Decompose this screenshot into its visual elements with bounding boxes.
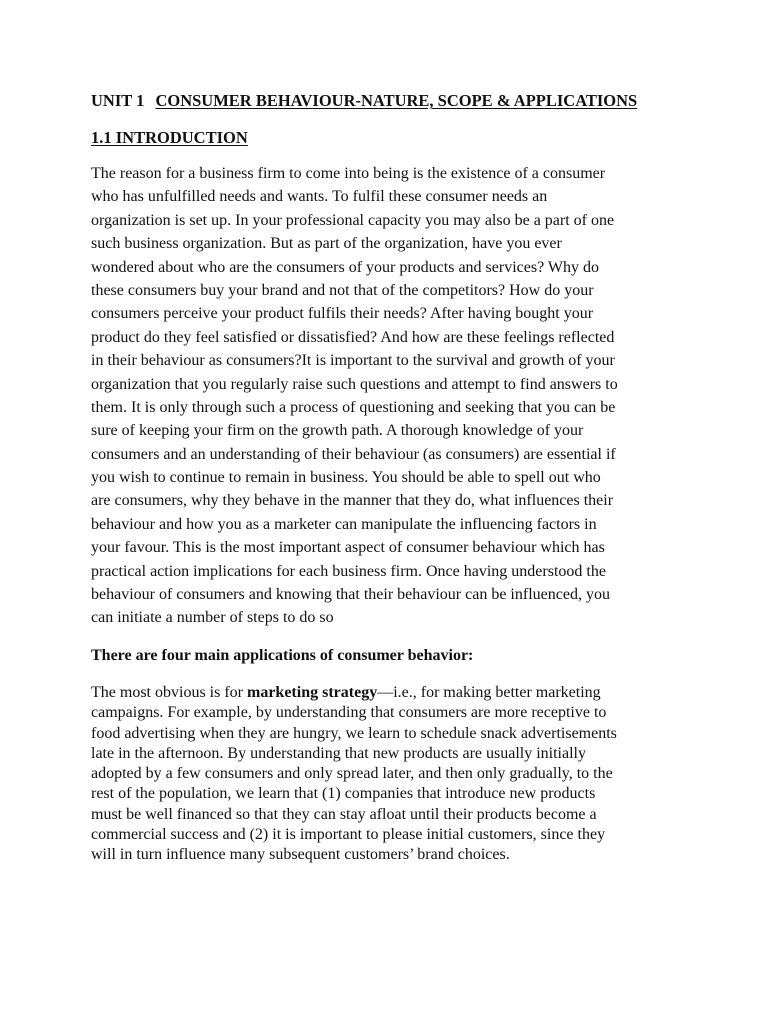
paragraph-line: who has unfulfilled needs and wants. To fulfil these consumer needs an	[91, 188, 548, 206]
paragraph-line: can initiate a number of steps to do so	[91, 609, 334, 627]
paragraph-line: campaigns. For example, by understanding that consumers are more receptive to	[91, 704, 607, 722]
paragraph-line: you wish to continue to remain in business. You should be able to spell out who	[91, 469, 601, 487]
paragraph-line: are consumers, why they behave in the manner that they do, what influences their	[91, 492, 614, 510]
paragraph-line: product do they feel satisfied or dissatisfied? And how are these feelings reflected	[91, 328, 615, 346]
unit-heading	[91, 90, 637, 112]
paragraph-line: consumers and an understanding of their behaviour (as consumers) are essential if	[91, 445, 616, 463]
line-text: —i.e., for making better marketing	[377, 684, 601, 701]
applications-heading: There are four main applications of consumer behavior:	[91, 647, 474, 664]
paragraph-line: food advertising when they are hungry, we learn to schedule snack advertisements	[91, 724, 617, 742]
paragraph-line: adopted by a few consumers and only spread later, and then only gradually, to the	[91, 765, 613, 783]
paragraph-line: rest of the population, we learn that (1) companies that introduce new products	[91, 785, 596, 803]
paragraph-line: them. It is only through such a process of questioning and seeking that you can be	[91, 398, 616, 416]
paragraph-line: late in the afternoon. By understanding that new products are usually initially	[91, 744, 586, 762]
paragraph-line: consumers perceive your product fulfils their needs? After having bought your	[91, 305, 594, 323]
unit-title: CONSUMER BEHAVIOUR-NATURE, SCOPE & APPLICATIONS	[155, 91, 638, 110]
paragraph-line: wondered about who are the consumers of your products and services? Why do	[91, 258, 599, 276]
paragraph-line: practical action implications for each business firm. Once having understood the	[91, 562, 606, 580]
paragraph-line: in their behaviour as consumers?It is important to the survival and growth of your	[91, 352, 615, 370]
paragraph-line: sure of keeping your firm on the growth path. A thorough knowledge of your	[91, 422, 584, 440]
paragraph-line: these consumers buy your brand and not that of the competitors? How do your	[91, 281, 594, 299]
paragraph-line	[91, 683, 691, 703]
applications-paragraph	[91, 683, 691, 866]
paragraph-line: must be well financed so that they can stay afloat until their products become a	[91, 805, 597, 823]
line-text: The most obvious is for	[91, 684, 247, 701]
paragraph-line: behaviour and how you as a marketer can manipulate the influencing factors in	[91, 515, 597, 533]
paragraph-line: organization is set up. In your professional capacity you may also be a part of one	[91, 211, 615, 229]
paragraph-line: will in turn influence many subsequent customers’ brand choices.	[91, 846, 510, 864]
intro-paragraph	[91, 162, 691, 630]
section-heading: 1.1 INTRODUCTION	[91, 128, 248, 147]
paragraph-line: your favour. This is the most important aspect of consumer behaviour which has	[91, 539, 605, 557]
bold-term: marketing strategy	[247, 684, 378, 701]
paragraph-line: The reason for a business firm to come into being is the existence of a consumer	[91, 165, 606, 182]
paragraph-line: such business organization. But as part of the organization, have you ever	[91, 235, 562, 253]
paragraph-line: organization that you regularly raise such questions and attempt to find answers to	[91, 375, 618, 393]
unit-label: UNIT 1	[91, 91, 145, 110]
paragraph-line: commercial success and (2) it is important to please initial customers, since they	[91, 826, 606, 844]
paragraph-line: behaviour of consumers and knowing that their behaviour can be influenced, you	[91, 586, 610, 604]
